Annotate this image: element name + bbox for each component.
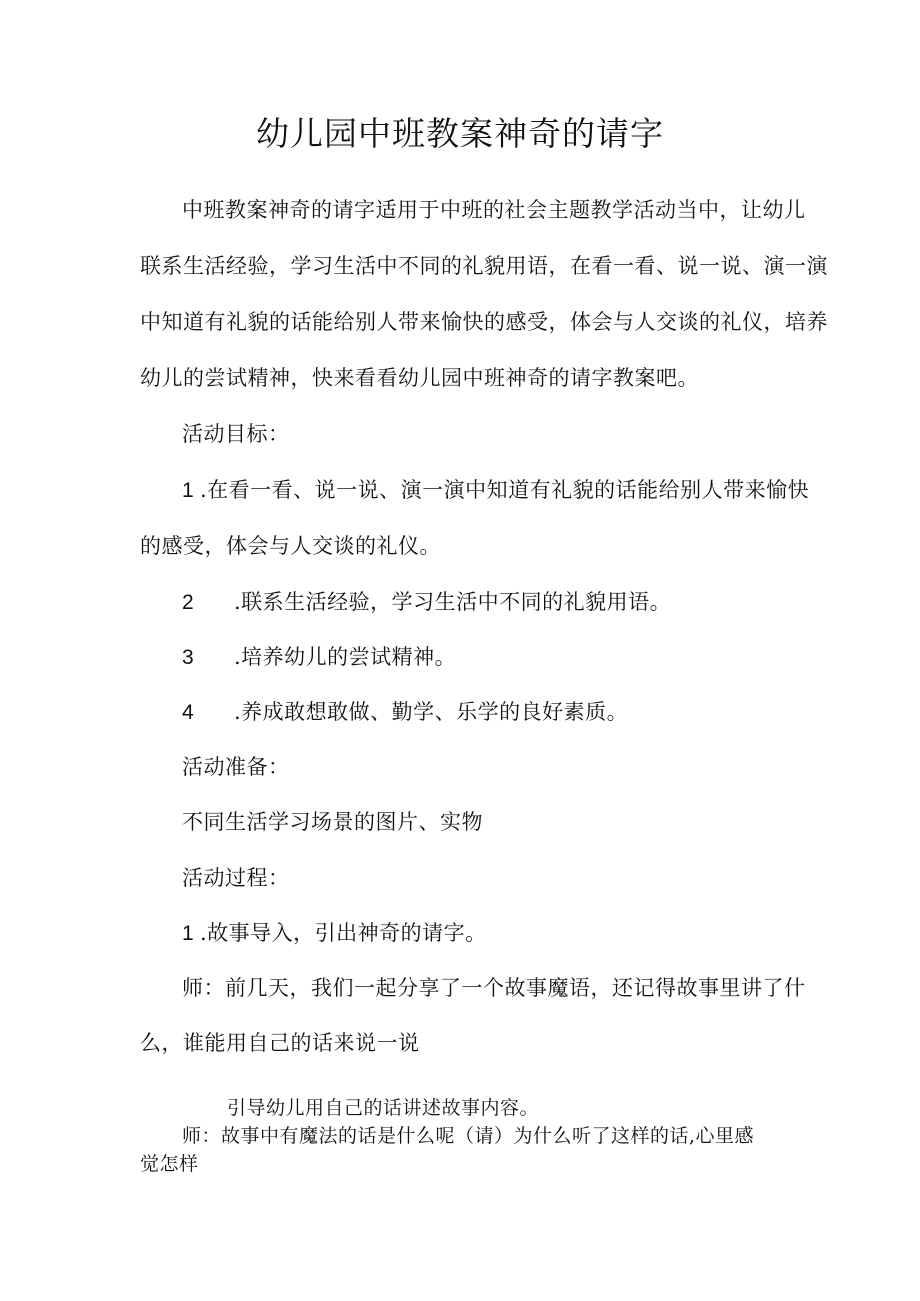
intro-line-2: 联系生活经验，学习生活中不同的礼貌用语，在看一看、说一说、演一演 [140, 254, 828, 278]
document-title: 幼儿园中班教案神奇的请字 [256, 114, 664, 153]
teacher-1-line-1: 师：前几天，我们一起分享了一个故事魔语，还记得故事里讲了什 [182, 976, 806, 1000]
teacher-2-line-2: 觉怎样 [140, 1153, 199, 1175]
prep-text: 不同生活学习场景的图片、实物 [182, 810, 483, 834]
step-1-text: .故事导入，引出神奇的请字。 [200, 921, 487, 945]
prep-heading: 活动准备： [182, 755, 290, 779]
goal-3-number: 3 [182, 646, 195, 669]
goal-4-number: 4 [182, 701, 195, 724]
step-1 [182, 919, 487, 948]
goal-3-text: .培养幼儿的尝试精神。 [234, 645, 457, 669]
goal-1-number: 1 [182, 479, 195, 502]
guide-text: 引导幼儿用自己的话讲述故事内容。 [227, 1097, 540, 1119]
goal-1-line-1 [182, 476, 809, 505]
goal-3 [182, 643, 456, 672]
goal-1-line-2: 的感受，体会与人交谈的礼仪。 [140, 534, 441, 558]
goal-4 [182, 698, 628, 727]
goal-1-text: .在看一看、说一说、演一演中知道有礼貌的话能给别人带来愉快 [200, 478, 810, 502]
intro-line-1: 中班教案神奇的请字适用于中班的社会主题教学活动当中，让幼儿 [182, 198, 806, 222]
step-1-number: 1 [182, 922, 195, 945]
process-heading: 活动过程： [182, 866, 290, 890]
goal-2-text: .联系生活经验，学习生活中不同的礼貌用语。 [234, 590, 672, 614]
intro-line-3: 中知道有礼貌的话能给别人带来愉快的感受，体会与人交谈的礼仪，培养 [140, 310, 828, 334]
teacher-1-line-2: 么，谁能用自己的话来说一说 [140, 1031, 420, 1055]
goal-4-text: .养成敢想敢做、勤学、乐学的良好素质。 [234, 700, 629, 724]
intro-line-4: 幼儿的尝试精神，快来看看幼儿园中班神奇的请字教案吧。 [140, 366, 699, 390]
teacher-2-line-1: 师：故事中有魔法的话是什么呢（请）为什么听了这样的话,心里感 [182, 1125, 755, 1147]
goal-2 [182, 588, 671, 617]
goal-2-number: 2 [182, 591, 195, 614]
goals-heading: 活动目标： [182, 422, 290, 446]
